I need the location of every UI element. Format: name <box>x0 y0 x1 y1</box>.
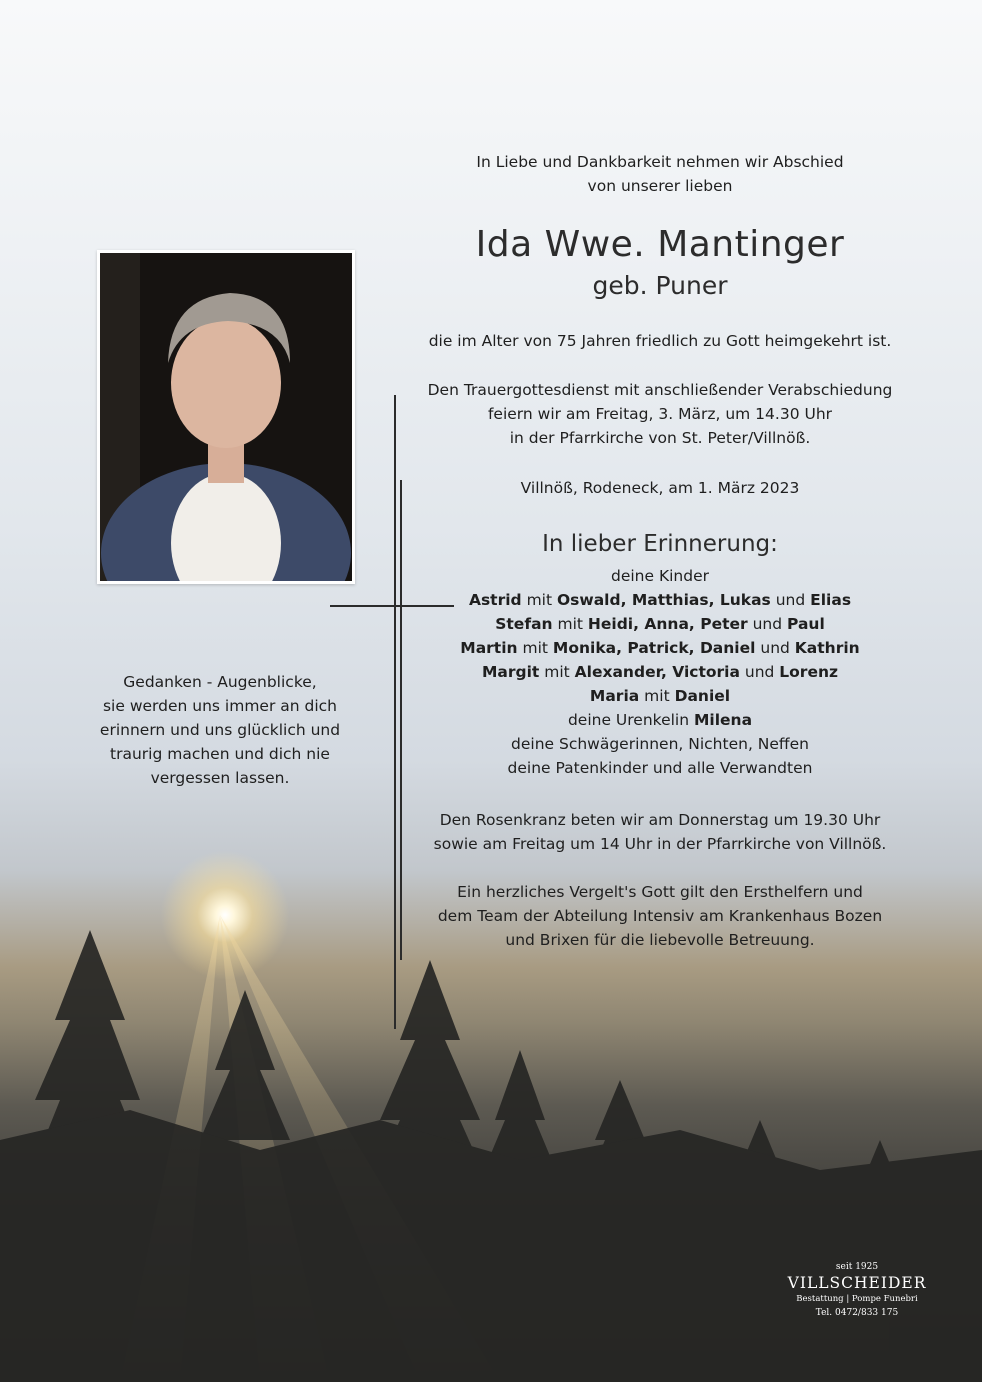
poem-line: vergessen lassen. <box>150 769 290 787</box>
logo-brand: VILLSCHEIDER <box>787 1274 927 1292</box>
family-line: Maria mit Daniel <box>589 687 731 705</box>
logo-since: seit 1925 <box>835 1262 879 1272</box>
thanks-text <box>420 880 900 952</box>
intro-line: von unserer lieben <box>587 177 733 195</box>
rosary-line: Den Rosenkranz beten wir am Donnerstag um 19.30 Uhr <box>439 811 881 829</box>
memory-heading: In lieber Erinnerung: <box>542 531 778 557</box>
family-line: deine Schwägerinnen, Nichten, Neffen <box>511 735 809 753</box>
logo-phone: Tel. 0472/833 175 <box>815 1308 899 1318</box>
funeral-service-text <box>420 378 900 450</box>
portrait-photo <box>100 253 352 581</box>
portrait-photo-frame <box>97 250 355 584</box>
family-line: Stefan mit Heidi, Anna, Peter und Paul <box>495 615 825 633</box>
family-line: Astrid mit Oswald, Matthias, Lukas und Elias <box>468 591 852 609</box>
poem-line: erinnern und uns glücklich und <box>99 721 341 739</box>
family-line: deine Patenkinder und alle Verwandten <box>507 759 813 777</box>
family-line: deine Kinder <box>610 567 709 585</box>
rosary-text <box>420 808 900 856</box>
family-line: Martin mit Monika, Patrick, Daniel und Kathrin <box>460 639 860 657</box>
poem-line: sie werden uns immer an dich <box>102 697 337 715</box>
family-list <box>420 564 900 780</box>
age-text <box>420 329 900 353</box>
rosary-line: sowie am Freitag um 14 Uhr in der Pfarrkirche von Villnöß. <box>433 835 887 853</box>
cross-vertical-line <box>394 395 396 1029</box>
poem-line: Gedanken - Augenblicke, <box>123 673 317 691</box>
poem-text <box>90 670 350 790</box>
family-line: Margit mit Alexander, Victoria und Lorenz <box>481 663 839 681</box>
thanks-line: dem Team der Abteilung Intensiv am Krankenhaus Bozen <box>437 907 883 925</box>
poem-line: traurig machen und dich nie <box>110 745 330 763</box>
funeral-home-logo <box>782 1262 932 1321</box>
intro-line: In Liebe und Dankbarkeit nehmen wir Abschied <box>476 153 844 171</box>
intro-text <box>420 150 900 198</box>
cross-vertical-line-inner <box>400 480 402 960</box>
service-line: in der Pfarrkirche von St. Peter/Villnöß. <box>509 429 811 447</box>
place-date-line: Villnöß, Rodeneck, am 1. März 2023 <box>520 479 800 497</box>
deceased-name: Ida Wwe. Mantinger <box>475 224 845 265</box>
family-line: deine Urenkelin Milena <box>567 711 753 729</box>
service-line: feiern wir am Freitag, 3. März, um 14.30 Uhr <box>487 405 833 423</box>
thanks-line: Ein herzliches Vergelt's Gott gilt den Ersthelfern und <box>457 883 863 901</box>
logo-subtitle: Bestattung | Pompe Funebri <box>796 1294 918 1304</box>
service-line: Den Trauergottesdienst mit anschließender Verabschiedung <box>427 381 893 399</box>
birth-name: geb. Puner <box>592 271 728 300</box>
place-date <box>420 476 900 500</box>
thanks-line: und Brixen für die liebevolle Betreuung. <box>505 931 815 949</box>
age-line: die im Alter von 75 Jahren friedlich zu Gott heimgekehrt ist. <box>428 332 892 350</box>
